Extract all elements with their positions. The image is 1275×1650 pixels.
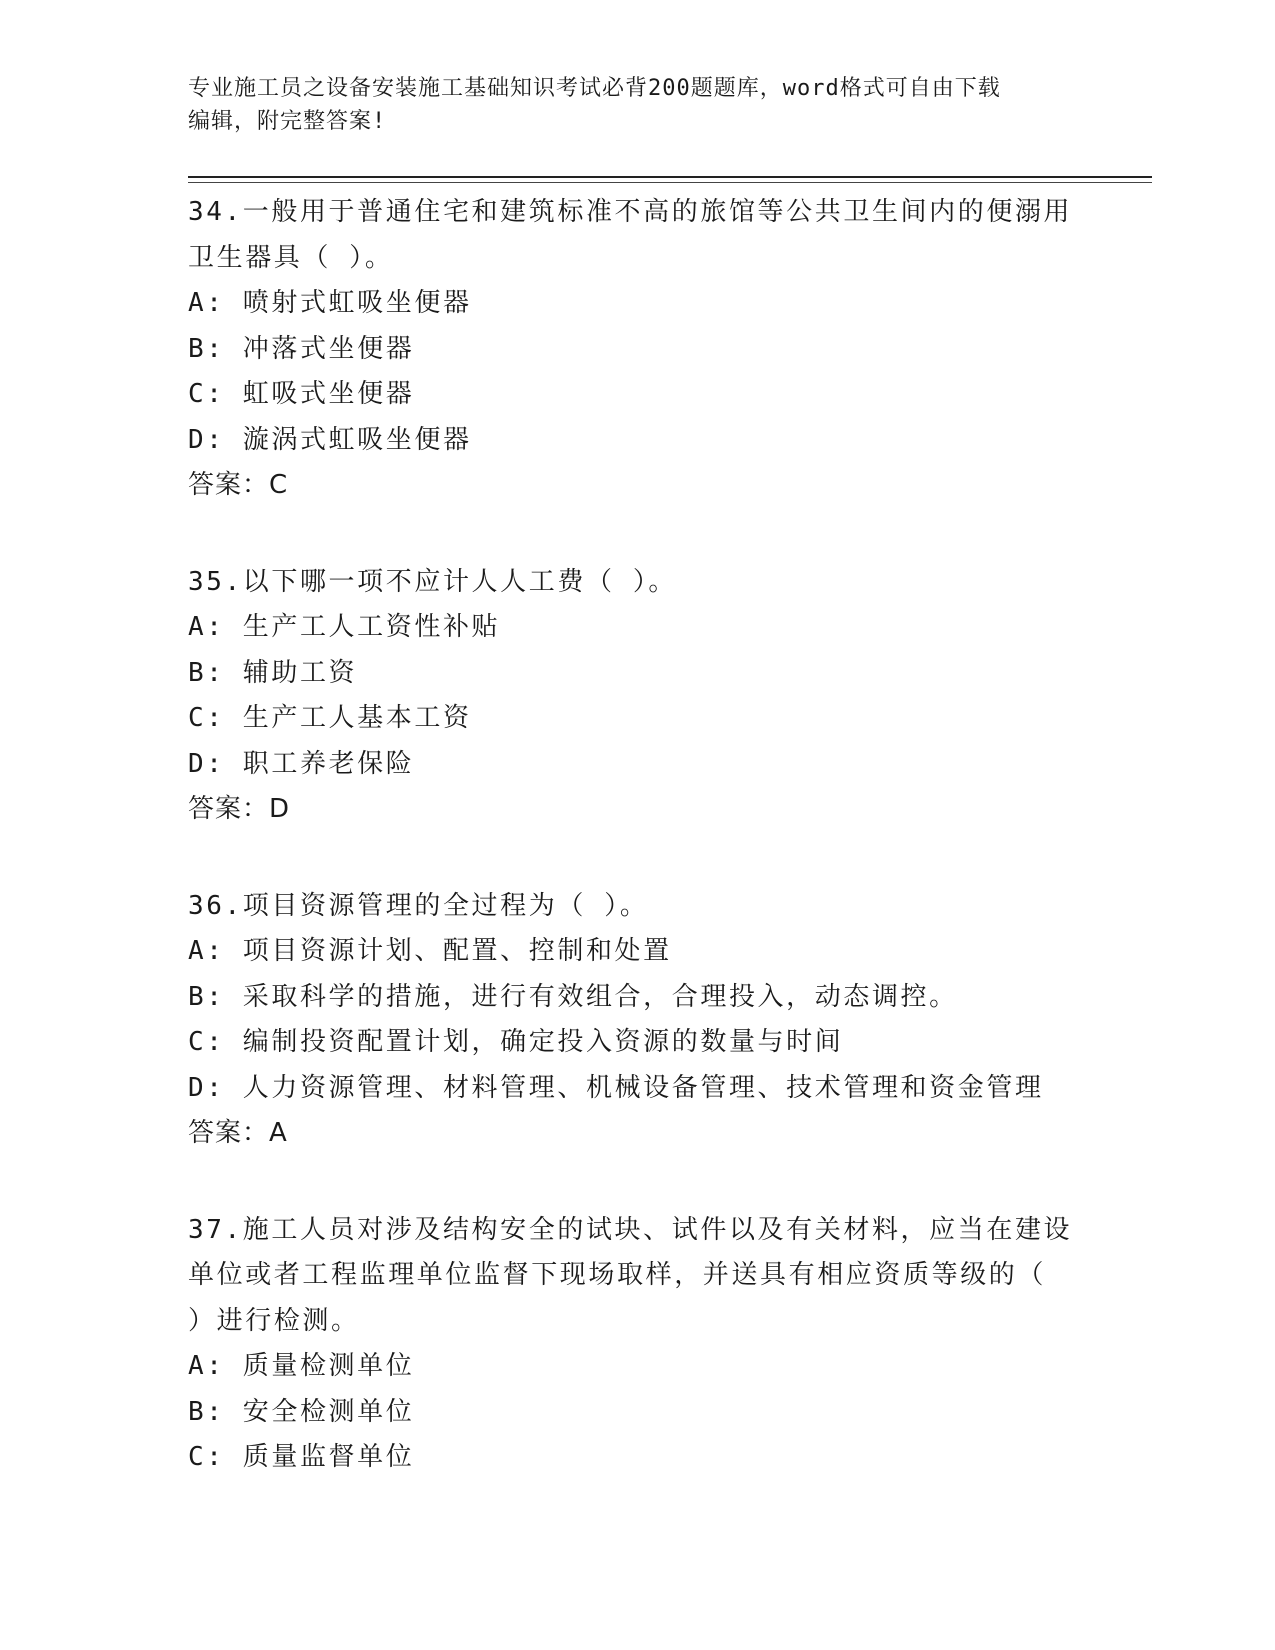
- option-a: A: 喷射式虹吸坐便器: [188, 288, 472, 318]
- question-stem-line: 36.项目资源管理的全过程为（ ）。: [188, 890, 649, 921]
- option-c: C: 编制投资配置计划，确定投入资源的数量与时间: [188, 1027, 844, 1057]
- question-37: [188, 1208, 1088, 1481]
- option-b: B: 采取科学的措施，进行有效组合，合理投入，动态调控。: [188, 981, 958, 1012]
- answer-label: 答案：D: [188, 794, 291, 824]
- question-35: [188, 560, 1088, 833]
- question-stem-line: 35.以下哪一项不应计人人工费（ ）。: [188, 566, 678, 597]
- header-title-line-2: 编辑，附完整答案!: [188, 109, 387, 134]
- option-d: D: 漩涡式虹吸坐便器: [188, 424, 472, 455]
- option-b: B: 安全检测单位: [188, 1396, 415, 1427]
- header-rule-thick: [188, 176, 1152, 178]
- header-title-line-1: 专业施工员之设备安装施工基础知识考试必背200题题库，word格式可自由下载: [188, 76, 1001, 101]
- option-d: D: 人力资源管理、材料管理、机械设备管理、技术管理和资金管理: [188, 1072, 1044, 1103]
- question-stem-line: 34.一般用于普通住宅和建筑标准不高的旅馆等公共卫生间内的便溺用: [188, 197, 1073, 227]
- question-stem-line: ）进行检测。: [188, 1305, 360, 1336]
- document-header: [188, 72, 1068, 138]
- question-36: [188, 884, 1088, 1157]
- answer-label: 答案：C: [188, 470, 289, 500]
- option-a: A: 质量检测单位: [188, 1351, 415, 1381]
- option-c: C: 虹吸式坐便器: [188, 379, 415, 409]
- question-34: [188, 190, 1088, 509]
- option-c: C: 质量监督单位: [188, 1442, 415, 1472]
- question-stem-line: 37.施工人员对涉及结构安全的试块、试件以及有关材料，应当在建设: [188, 1214, 1073, 1245]
- option-a: A: 项目资源计划、配置、控制和处置: [188, 936, 672, 966]
- option-b: B: 辅助工资: [188, 657, 358, 688]
- option-b: B: 冲落式坐便器: [188, 333, 415, 364]
- option-a: A: 生产工人工资性补贴: [188, 612, 501, 642]
- question-list: [188, 190, 1088, 1532]
- option-d: D: 职工养老保险: [188, 748, 415, 779]
- option-c: C: 生产工人基本工资: [188, 703, 472, 733]
- question-stem-line: 卫生器具（ ）。: [188, 242, 394, 273]
- answer-label: 答案：A: [188, 1118, 288, 1148]
- question-stem-line: 单位或者工程监理单位监督下现场取样，并送具有相应资质等级的（: [188, 1260, 1047, 1290]
- header-rule-thin: [188, 182, 1152, 183]
